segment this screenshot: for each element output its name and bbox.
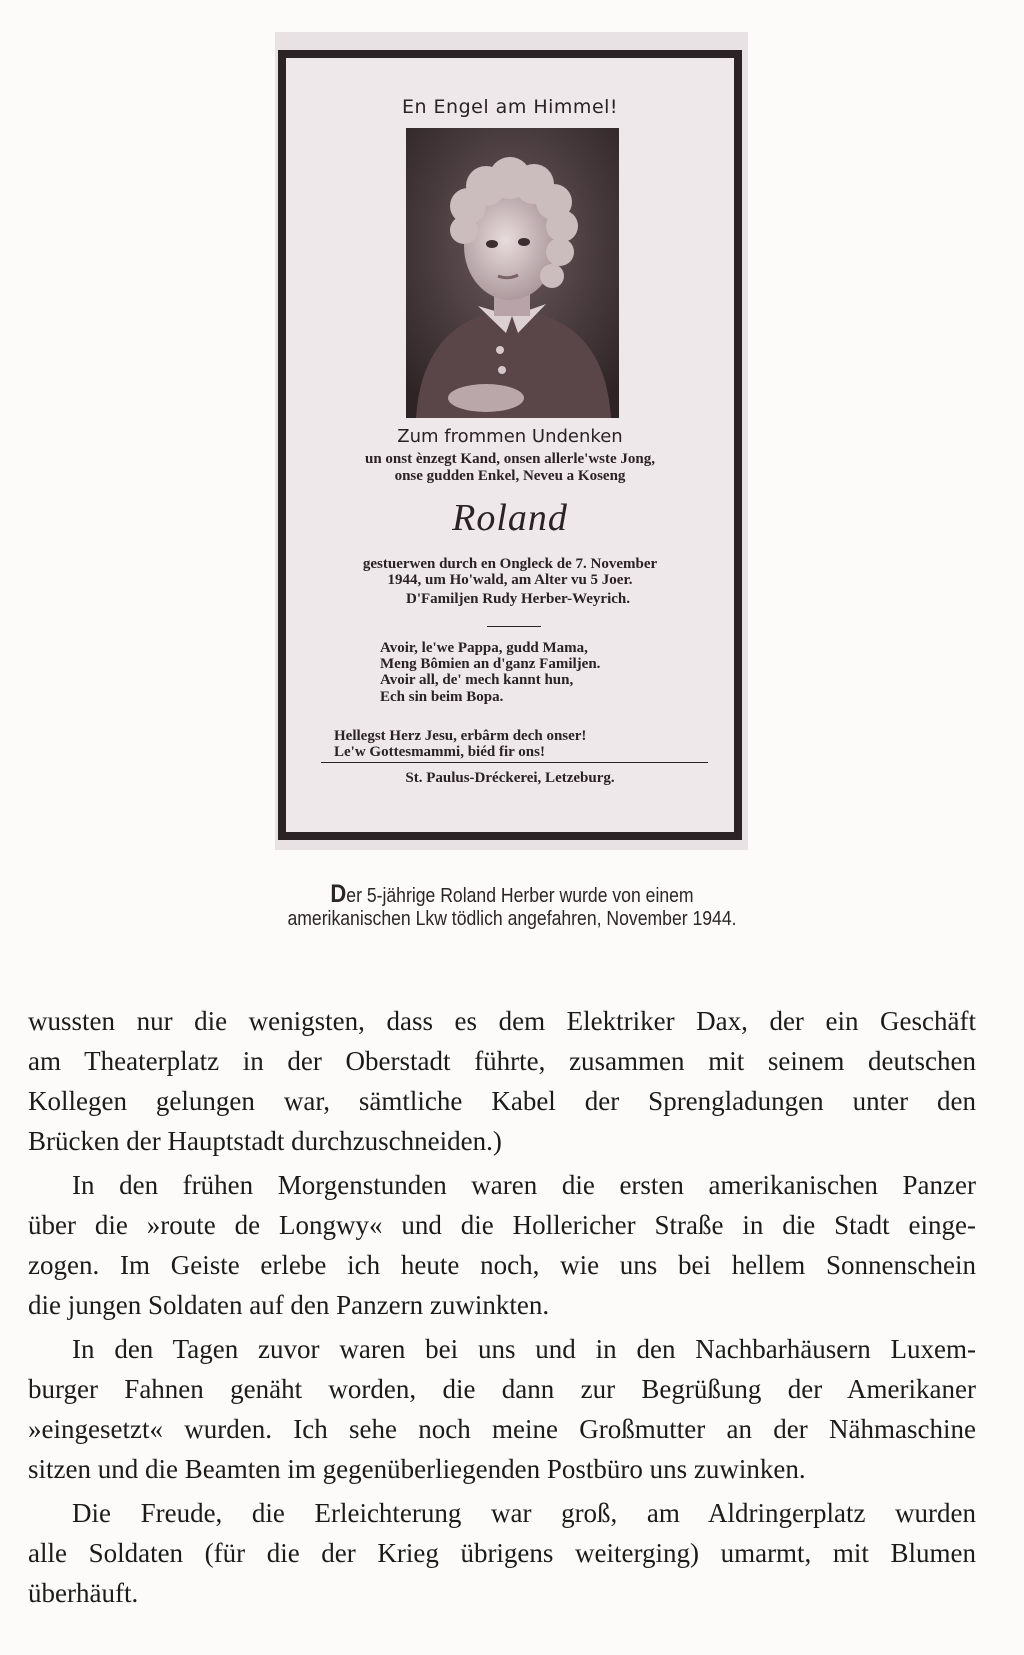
body-text-line: die jungen Soldaten auf den Panzern zuwinkten. bbox=[28, 1290, 550, 1320]
card-intro-line: un onst ènzegt Kand, onsen allerle'wste Jong, bbox=[364, 451, 655, 467]
caption-text: er 5-jährige Roland Herber wurde von einem bbox=[346, 885, 694, 907]
body-text-line: In den frühen Morgenstunden waren die ersten amerikanischen Panzer bbox=[72, 1170, 976, 1200]
memorial-card-inner bbox=[286, 58, 734, 832]
card-death-line: gestuerwen durch en Ongleck de 7. November bbox=[362, 556, 658, 572]
body-text-line: Kollegen gelungen war, sämtliche Kabel der Sprengladungen unter den bbox=[28, 1086, 976, 1116]
card-divider bbox=[321, 762, 708, 763]
photo-caption-line bbox=[61, 880, 962, 909]
card-prayer-line: Le'w Gottesmammi, biéd fir ons! bbox=[334, 744, 545, 760]
child-portrait-photo bbox=[406, 128, 619, 418]
body-text-line: wussten nur die wenigsten, dass es dem Elektriker Dax, der ein Geschäft bbox=[28, 1006, 976, 1036]
body-text-line: über die »route de Longwy« und die Hollericher Straße in die Stadt einge- bbox=[28, 1210, 976, 1240]
card-divider bbox=[487, 626, 541, 627]
body-text-line: zogen. Im Geiste erlebe ich heute noch, wie uns bei hellem Sonnenschein bbox=[28, 1250, 976, 1280]
body-text-line: »eingesetzt« wurden. Ich sehe noch meine Großmutter an der Nähmaschine bbox=[28, 1414, 976, 1444]
body-text-line: Die Freude, die Erleichterung war groß, am Aldringerplatz wurden bbox=[72, 1498, 976, 1528]
card-family: D'Familjen Rudy Herber-Weyrich. bbox=[406, 591, 630, 607]
body-text-line: sitzen und die Beamten im gegenüberliegenden Postbüro uns zuwinken. bbox=[28, 1454, 806, 1484]
body-text-line: In den Tagen zuvor waren bei uns und in den Nachbarhäusern Luxem- bbox=[72, 1334, 976, 1364]
body-text-line: Brücken der Hauptstadt durchzuschneiden.) bbox=[28, 1126, 502, 1156]
body-text-line: burger Fahnen genäht worden, die dann zur Begrüßung der Amerikaner bbox=[28, 1374, 976, 1404]
card-verse-line: Ech sin beim Bopa. bbox=[380, 689, 504, 705]
caption-initial: D bbox=[330, 880, 347, 908]
memorial-card bbox=[278, 50, 742, 840]
body-text-line: alle Soldaten (für die der Krieg übrigens weiterging) umarmt, mit Blumen bbox=[28, 1538, 976, 1568]
card-headline: En Engel am Himmel! bbox=[401, 96, 619, 118]
card-verse-line: Avoir all, de' mech kannt hun, bbox=[380, 672, 574, 688]
child-portrait-illustration bbox=[406, 128, 619, 418]
body-text-line: überhäuft. bbox=[28, 1578, 139, 1608]
photo-caption-line: amerikanischen Lkw tödlich angefahren, November 1944. bbox=[287, 908, 737, 930]
card-intro-line: onse gudden Enkel, Neveu a Koseng bbox=[394, 468, 626, 484]
card-death-line: 1944, um Ho'wald, am Alter vu 5 Joer. bbox=[387, 572, 633, 588]
card-verse-line: Avoir, le'we Pappa, gudd Mama, bbox=[380, 640, 588, 656]
deceased-name: Roland bbox=[452, 497, 568, 539]
body-text-line: am Theaterplatz in der Oberstadt führte, zusammen mit seinem deutschen bbox=[28, 1046, 976, 1076]
card-verse-line: Meng Bômien an d'ganz Familjen. bbox=[380, 656, 601, 672]
card-subhead: Zum frommen Undenken bbox=[397, 426, 623, 447]
card-prayer-line: Hellegst Herz Jesu, erbârm dech onser! bbox=[334, 728, 587, 744]
card-printer: St. Paulus-Dréckerei, Letzeburg. bbox=[405, 770, 615, 786]
